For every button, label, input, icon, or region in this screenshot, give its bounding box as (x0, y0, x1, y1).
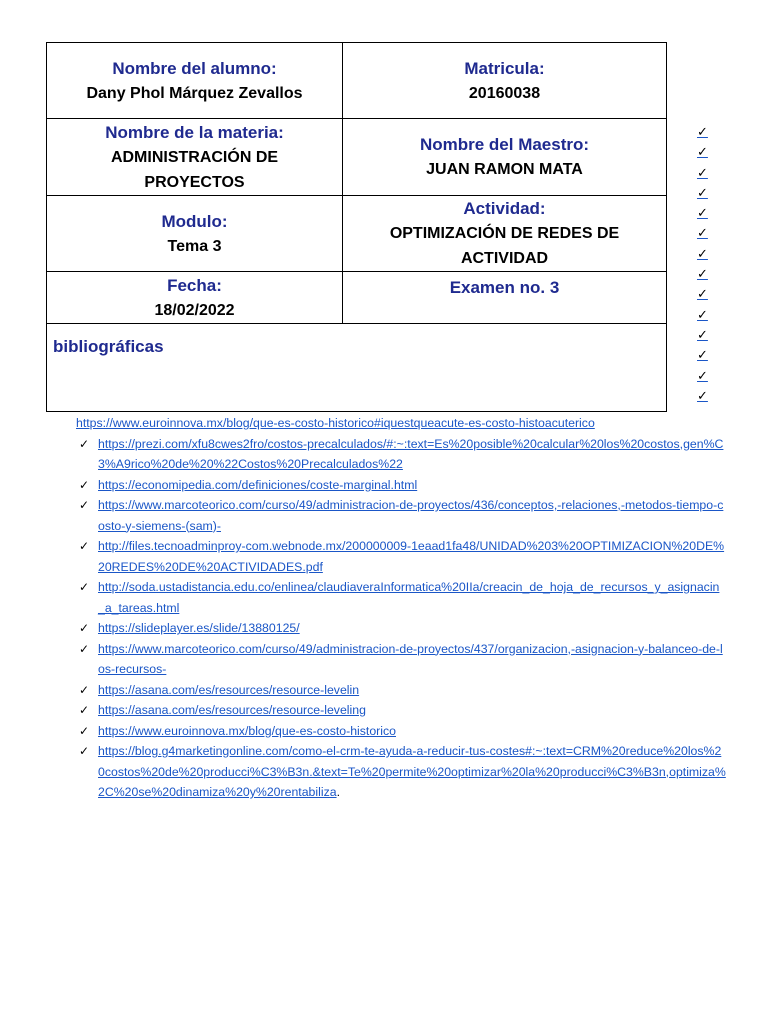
list-item (76, 700, 726, 721)
reference-link[interactable]: https://www.euroinnova.mx/blog/que-es-costo-historico (98, 723, 396, 738)
module-value: Tema 3 (167, 237, 222, 255)
check-icon: ✓ (79, 498, 90, 512)
check-icon: ✓ (697, 245, 708, 261)
biblio-label: bibliográficas (53, 337, 164, 356)
list-item (76, 413, 726, 434)
subject-cell (47, 119, 343, 196)
exam-cell (343, 272, 667, 324)
check-icon: ✓ (79, 539, 90, 553)
reference-link[interactable]: http://files.tecnoadminproy-com.webnode.mx/200000009-1eaad1fa48/UNIDAD%203%20OPTIMIZACION%20DE%20REDES%20DE%20ACTIVIDADES.pdf (98, 539, 725, 574)
check-icon: ✓ (79, 744, 90, 758)
list-item (76, 680, 726, 701)
reference-list (76, 413, 726, 803)
id-label: Matricula: (464, 58, 545, 78)
check-icon: ✓ (697, 184, 708, 200)
side-check-column (697, 122, 727, 406)
list-item (76, 434, 726, 475)
subject-label: Nombre de la materia: (105, 122, 284, 142)
teacher-cell (343, 119, 667, 196)
activity-line1: OPTIMIZACIÓN DE REDES DE (389, 225, 620, 242)
activity-cell (343, 196, 667, 272)
reference-link[interactable]: https://slideplayer.es/slide/13880125/ (98, 621, 300, 635)
check-icon: ✓ (79, 723, 90, 738)
check-icon: ✓ (697, 387, 708, 403)
student-name: Dany Phol Márquez Zevallos (86, 84, 303, 102)
activity-label: Actividad: (463, 199, 546, 218)
check-icon: ✓ (79, 621, 90, 635)
check-icon: ✓ (697, 225, 708, 241)
list-item (76, 618, 726, 639)
list-item (76, 495, 726, 536)
check-icon: ✓ (697, 124, 708, 139)
check-icon: ✓ (697, 144, 708, 160)
check-icon: ✓ (79, 477, 90, 492)
id-cell (343, 43, 667, 119)
module-cell (47, 196, 343, 272)
check-icon: ✓ (79, 703, 90, 717)
check-icon: ✓ (697, 266, 708, 282)
student-cell (47, 43, 343, 119)
id-value: 20160038 (468, 84, 541, 102)
teacher-name: JUAN RAMON MATA (426, 161, 583, 178)
reference-link[interactable]: http://soda.ustadistancia.edu.co/enlinea/claudiaveraInformatica%20IIa/creacin_de_hoja_de_recursos_y_asignacin_a_tareas.html (98, 580, 720, 615)
subject-line2: PROYECTOS (144, 173, 245, 191)
list-item (76, 475, 726, 496)
reference-link[interactable]: https://www.euroinnova.mx/blog/que-es-costo-historico#iquestqueacute-es-costo-histoacuterico (76, 416, 595, 430)
check-icon: ✓ (79, 682, 90, 697)
teacher-label: Nombre del Maestro: (419, 135, 590, 154)
reference-link[interactable]: https://blog.g4marketingonline.com/como-el-crm-te-ayuda-a-reducir-tus-costes#:~:text=CRM%20reduce%20los%20costos%20de%20producci%C3%B3n.&text=Te%20permite%20optimizar%20la%20producci%C3%B3n,optimiza%2C%20se%20dinamiza%20y%20rentabiliza (98, 744, 726, 799)
date-label: Fecha: (167, 275, 222, 295)
date-cell (47, 272, 343, 324)
check-icon: ✓ (697, 347, 708, 363)
module-label: Modulo: (161, 211, 228, 231)
list-item (76, 577, 726, 618)
check-icon: ✓ (697, 286, 708, 302)
reference-link[interactable]: https://economipedia.com/definiciones/coste-marginal.html (98, 477, 418, 492)
activity-line2: ACTIVIDAD (460, 250, 549, 267)
trailing-period: . (336, 785, 340, 799)
reference-link[interactable]: https://prezi.com/xfu8cwes2fro/costos-precalculados/#:~:text=Es%20posible%20calcular%20los%20costos,gen%C3%A9rico%20de%20%22Costos%20Precalculados%22 (98, 436, 724, 471)
check-icon: ✓ (697, 367, 708, 383)
exam-label: Examen no. 3 (449, 278, 560, 297)
reference-link[interactable]: https://www.marcoteorico.com/curso/49/administracion-de-proyectos/436/conceptos,-relaciones,-metodos-tiempo-costo-y-siemens-(sam)- (98, 498, 724, 533)
header-table (46, 42, 667, 412)
check-icon: ✓ (79, 436, 90, 451)
list-item (76, 741, 726, 803)
check-icon: ✓ (697, 164, 708, 180)
date-value: 18/02/2022 (154, 301, 235, 319)
list-item (76, 536, 726, 577)
biblio-cell (47, 324, 667, 412)
check-icon: ✓ (697, 205, 708, 221)
list-item (76, 721, 726, 742)
reference-link[interactable]: https://asana.com/es/resources/resource-leveling (98, 703, 366, 717)
check-icon: ✓ (697, 306, 708, 322)
check-icon: ✓ (79, 580, 90, 594)
list-item (76, 639, 726, 680)
reference-link[interactable]: https://www.marcoteorico.com/curso/49/administracion-de-proyectos/437/organizacion,-asignacion-y-balanceo-de-los-recursos- (98, 641, 723, 676)
reference-link[interactable]: https://asana.com/es/resources/resource-levelin (98, 682, 360, 697)
check-icon: ✓ (79, 641, 90, 656)
student-label: Nombre del alumno: (112, 58, 277, 78)
subject-line1: ADMINISTRACIÓN DE (110, 148, 279, 166)
check-icon: ✓ (697, 326, 708, 342)
